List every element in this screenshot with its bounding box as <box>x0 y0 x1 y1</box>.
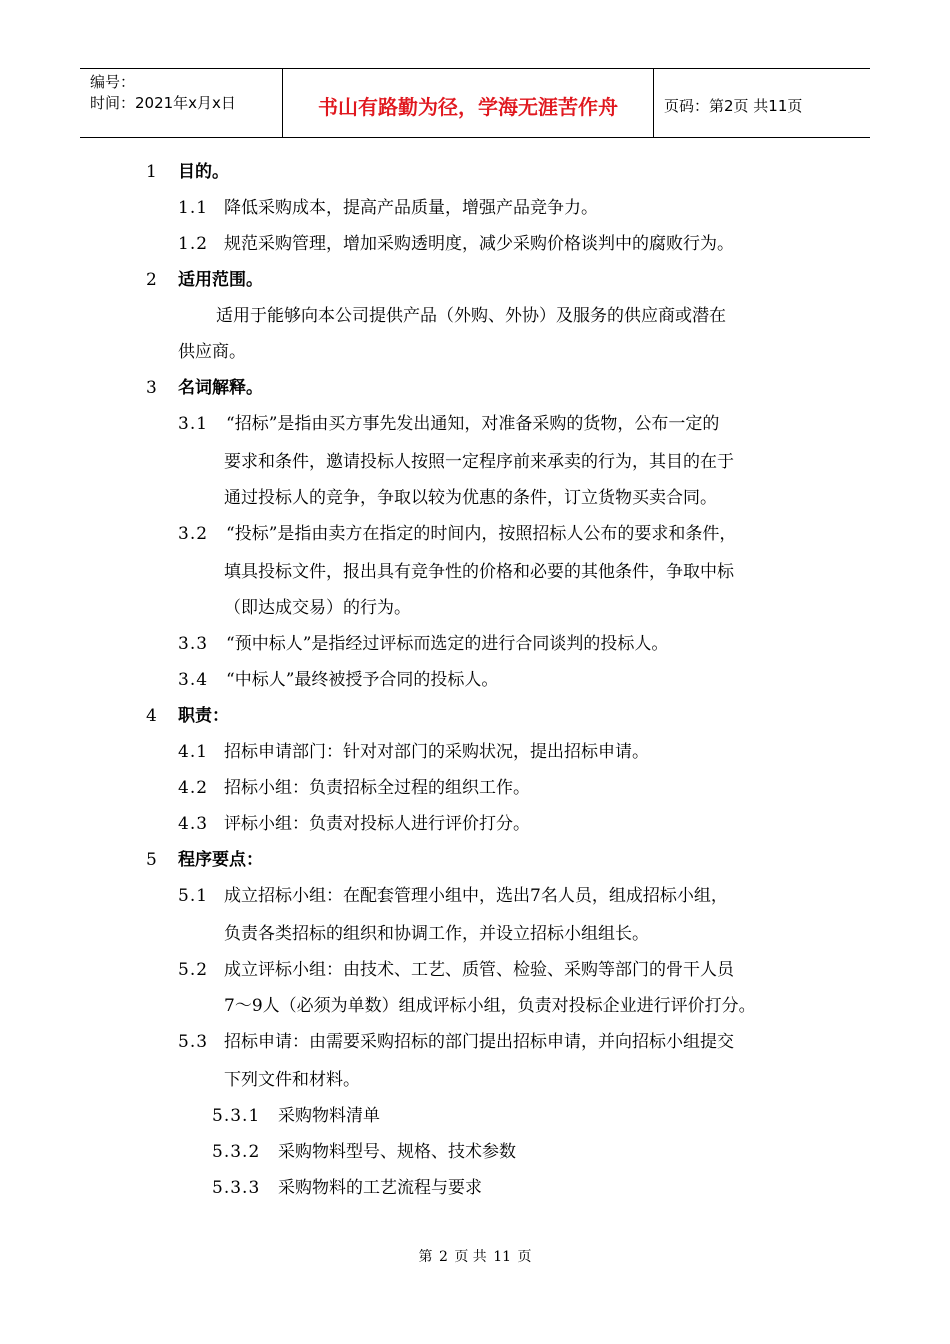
header-slogan: 书山有路勤为径，学海无涯苦作舟 <box>282 69 654 137</box>
footer-page-number: 2 <box>438 1249 448 1265</box>
footer-total-pages: 11 <box>493 1249 512 1265</box>
header-meta <box>80 69 282 137</box>
serial-label: 编号： <box>90 73 136 91</box>
footer-suffix: 页 <box>517 1249 532 1265</box>
footer-middle: 页 共 <box>454 1249 487 1265</box>
header-page-label: 页码：第2页 共11页 <box>664 96 803 115</box>
paragraph-line: 供应商。 <box>178 342 246 362</box>
date-label: 时间：2021年x月x日 <box>90 94 236 112</box>
paragraph-line: 适用于能够向本公司提供产品（外购、外协）及服务的供应商或潜在 <box>216 306 726 326</box>
page-footer <box>0 1246 950 1266</box>
footer-prefix: 第 <box>418 1249 433 1265</box>
page-header <box>80 68 870 138</box>
